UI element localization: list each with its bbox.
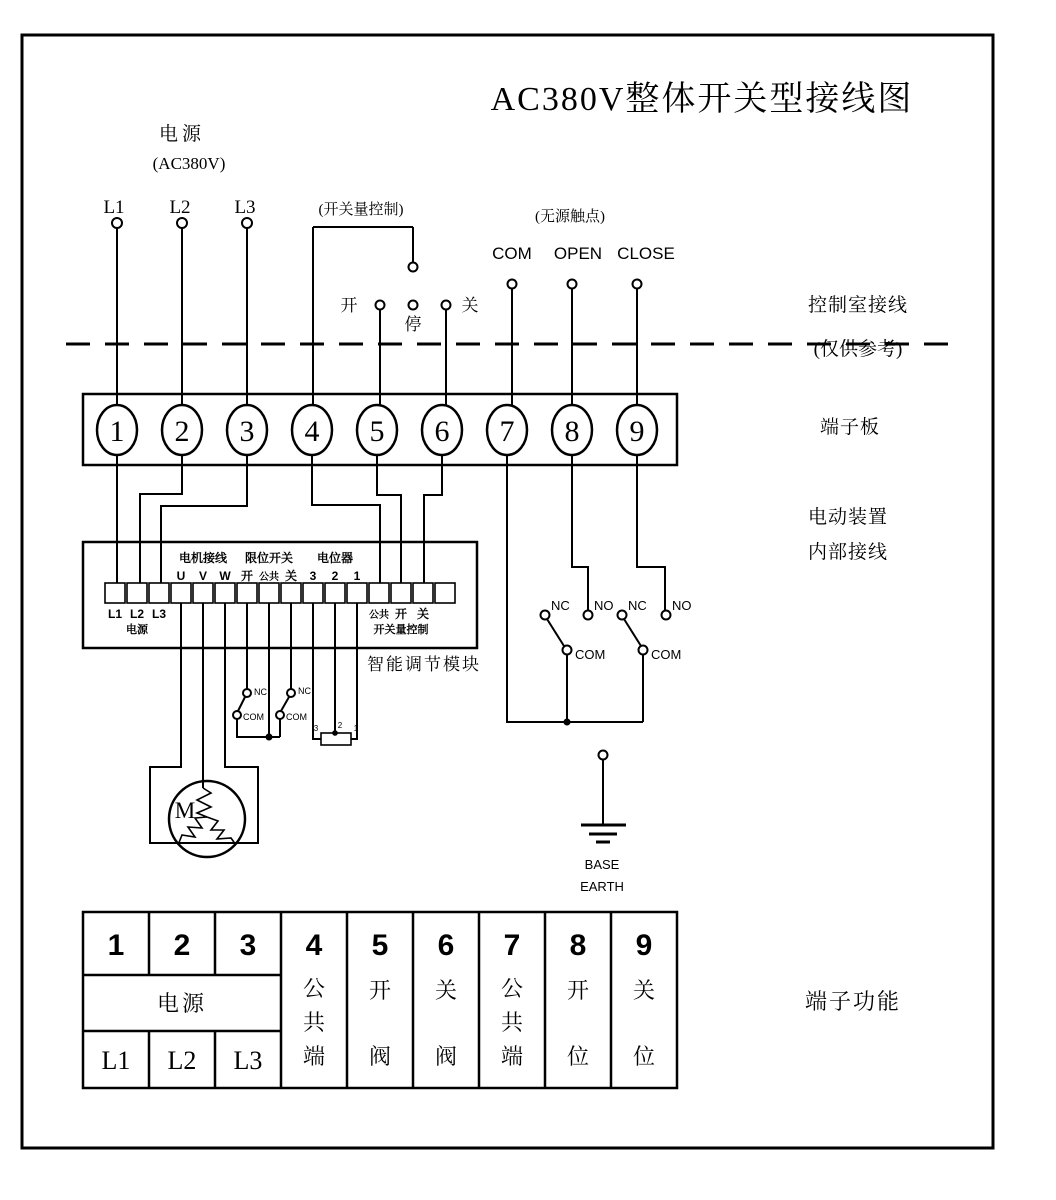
- phase-l2-label: L2: [169, 197, 191, 218]
- table-power-cell: 电源: [156, 991, 208, 1016]
- limit-switch-nc-dot: [287, 689, 295, 697]
- table-number: 8: [569, 929, 587, 962]
- module-terminal: [369, 583, 389, 603]
- table-vertical-char: 位: [632, 1044, 656, 1069]
- com-terminal-dot: [508, 280, 517, 289]
- power-voltage-label: (AC380V): [152, 154, 226, 173]
- module-pin-2: 2: [331, 569, 339, 583]
- terminal-number: 7: [499, 415, 515, 448]
- pot-pin-2: 2: [337, 721, 343, 730]
- contact-com-dot: [563, 646, 572, 655]
- power-label: 电源: [158, 124, 206, 145]
- open-terminal-label: OPEN: [553, 244, 603, 263]
- module-terminal: [281, 583, 301, 603]
- table-number: 3: [239, 929, 257, 962]
- module-terminal: [435, 583, 455, 603]
- table-vertical-char: 开: [368, 978, 392, 1003]
- contact-nc-dot: [541, 611, 550, 620]
- close-terminal-dot: [633, 280, 642, 289]
- table-vertical-char: 关: [632, 978, 656, 1003]
- contact-no-label: NO: [594, 598, 614, 613]
- open-terminal-dot: [568, 280, 577, 289]
- module-terminal: [127, 583, 147, 603]
- module-pin-open: 开: [240, 569, 254, 583]
- table-vertical-char: 关: [434, 978, 458, 1003]
- contact-com-label: COM: [575, 647, 606, 662]
- switch-blade: [547, 619, 564, 646]
- contact-nc-dot: [618, 611, 627, 620]
- module-terminal: [347, 583, 367, 603]
- switch-control-label: (开关量控制): [318, 202, 404, 218]
- pot-pin-3: 3: [313, 724, 319, 733]
- terminal-number: 5: [369, 415, 385, 448]
- table-vertical-char: 位: [566, 1044, 590, 1069]
- potentiometer: [313, 603, 359, 745]
- wire: [351, 603, 357, 739]
- table-col4-common: [303, 976, 325, 1069]
- table-vertical-char: 端: [302, 1044, 326, 1069]
- module-group-pot: 电位器: [316, 551, 354, 565]
- table-cell-l2: L2: [167, 1046, 197, 1075]
- terminal-number: 9: [629, 415, 645, 448]
- terminal-number: 3: [239, 415, 255, 448]
- table-col7-common: [501, 976, 523, 1069]
- switch-blade: [624, 619, 641, 646]
- module-terminal: [259, 583, 279, 603]
- limit-switches: [233, 603, 311, 741]
- switch-blade: [238, 697, 245, 711]
- close-label: 关: [461, 296, 479, 315]
- terminal-number: 8: [564, 415, 580, 448]
- module-terminal: [193, 583, 213, 603]
- module-terminal: [391, 583, 411, 603]
- terminal-function-note: 端子功能: [804, 989, 902, 1014]
- table-vertical-char: 共: [302, 1010, 326, 1035]
- contact-nc-label: NC: [628, 598, 647, 613]
- contact-no-dot: [662, 611, 671, 620]
- module-terminal: [149, 583, 169, 603]
- table-col5-open-valve: [369, 978, 391, 1069]
- motor-winding: [207, 817, 236, 845]
- junction-dot: [564, 719, 571, 726]
- module-group-motor: 电机接线: [178, 551, 228, 565]
- module-terminal: [237, 583, 257, 603]
- limit-nc-label: NC: [254, 687, 267, 697]
- module-group-limit: 限位开关: [244, 551, 294, 565]
- table-vertical-char: 公: [302, 976, 326, 1001]
- table-number: 9: [635, 929, 653, 962]
- module-pin-v: V: [198, 569, 208, 583]
- passive-contacts: [492, 207, 675, 405]
- module-pin-l3: L3: [151, 607, 167, 621]
- table-vertical-char: 公: [500, 976, 524, 1001]
- module-pin-l2: L2: [129, 607, 145, 621]
- terminal-dot-l1: [112, 218, 122, 228]
- table-number: 1: [107, 929, 125, 962]
- table-vertical-char: 阀: [434, 1044, 458, 1069]
- table-vertical-char: 开: [566, 978, 590, 1003]
- module-terminal: [325, 583, 345, 603]
- table-number: 6: [437, 929, 455, 962]
- table-col6-close-valve: [435, 978, 457, 1069]
- limit-com-label: COM: [286, 712, 307, 722]
- table-cell-l3: L3: [233, 1046, 263, 1075]
- junction-dot: [266, 734, 273, 741]
- contact-no-label: NO: [672, 598, 692, 613]
- switch-blade: [281, 697, 289, 711]
- module-pin-w: W: [219, 569, 231, 583]
- earth-label-base: BASE: [584, 857, 620, 872]
- terminal-dot-l3: [242, 218, 252, 228]
- wire: [507, 455, 643, 722]
- wire: [313, 603, 321, 739]
- contact-com-dot: [639, 646, 648, 655]
- terminal-function-table: [83, 912, 677, 1088]
- limit-switch-nc-dot: [243, 689, 251, 697]
- stop-contact-lower-dot: [409, 301, 418, 310]
- earth-terminal: [580, 751, 626, 895]
- module-pin-u: U: [176, 569, 186, 583]
- table-cell-l1: L1: [101, 1046, 131, 1075]
- module-terminal: [105, 583, 125, 603]
- smart-module: [83, 542, 477, 648]
- com-label: COM: [492, 244, 532, 263]
- limit-com-label: COM: [243, 712, 264, 722]
- module-pin-r-open: 开: [394, 607, 408, 621]
- table-vertical-char: 阀: [368, 1044, 392, 1069]
- passive-contacts-label: (无源触点): [535, 209, 605, 225]
- stop-label: 停: [404, 315, 422, 334]
- module-pin-r-common: 公共: [369, 610, 389, 621]
- terminal-board-terminals: [97, 405, 657, 455]
- terminal-number: 6: [434, 415, 450, 448]
- contact-com-label: COM: [651, 647, 682, 662]
- module-pin-l1: L1: [107, 607, 123, 621]
- module-terminal: [215, 583, 235, 603]
- wire: [424, 455, 442, 583]
- power-supply-labels: [103, 123, 255, 218]
- side-annotations: [805, 294, 908, 1014]
- module-pin-3: 3: [309, 569, 317, 583]
- limit-nc-label: NC: [298, 686, 311, 696]
- earth-label-earth: EARTH: [580, 879, 624, 894]
- table-number: 5: [371, 929, 389, 962]
- close-terminal-label: CLOSE: [617, 244, 675, 263]
- wire: [572, 455, 588, 611]
- stop-contact-upper-dot: [409, 263, 418, 272]
- device-note-2: 内部接线: [807, 542, 889, 563]
- open-label: 开: [340, 296, 358, 315]
- control-room-note-2: (仅供参考): [813, 339, 903, 360]
- table-number: 7: [503, 929, 521, 962]
- page-title: AC380V整体开关型接线图: [490, 81, 914, 118]
- terminal-number: 2: [174, 415, 190, 448]
- module-terminal-strip: [105, 583, 455, 603]
- module-pin-common: 公共: [259, 572, 279, 583]
- earth-dot: [599, 751, 608, 760]
- table-vertical-char: 共: [500, 1010, 524, 1035]
- module-terminal: [303, 583, 323, 603]
- table-col8-open-position: [567, 978, 589, 1069]
- motor-label: M: [174, 798, 196, 823]
- module-pin-close: 关: [284, 569, 298, 583]
- table-number: 4: [305, 929, 323, 962]
- table-vertical-char: 端: [500, 1044, 524, 1069]
- limit-switch-com-dot: [276, 711, 284, 719]
- module-power-label: 电源: [126, 624, 148, 636]
- module-pin-1: 1: [353, 569, 361, 583]
- module-caption: 智能调节模块: [367, 655, 481, 674]
- device-note-1: 电动装置: [807, 507, 889, 528]
- power-leads: [112, 218, 252, 405]
- pot-pin-1: 1: [353, 724, 359, 733]
- limit-switch-com-dot: [233, 711, 241, 719]
- module-terminal: [171, 583, 191, 603]
- terminal-number: 1: [109, 415, 125, 448]
- phase-l1-label: L1: [103, 197, 125, 218]
- switch-control-circuit: [313, 201, 479, 405]
- open-contact-dot: [376, 301, 385, 310]
- position-contacts: [541, 598, 692, 662]
- module-switch-ctrl-label: 开关量控制: [373, 624, 429, 636]
- table-col9-close-position: [633, 978, 655, 1069]
- control-room-note-1: 控制室接线: [807, 295, 909, 316]
- module-pin-r-close: 关: [416, 607, 430, 621]
- module-terminal: [413, 583, 433, 603]
- contact-nc-label: NC: [551, 598, 570, 613]
- terminal-board-note: 端子板: [819, 417, 881, 438]
- terminal-board: [83, 394, 677, 465]
- table-number: 2: [173, 929, 191, 962]
- motor-winding: [197, 788, 211, 817]
- close-contact-dot: [442, 301, 451, 310]
- terminal-number: 4: [304, 415, 320, 448]
- terminal-dot-l2: [177, 218, 187, 228]
- phase-l3-label: L3: [234, 197, 256, 218]
- wire: [637, 455, 665, 611]
- contact-no-dot: [584, 611, 593, 620]
- motor-circuit: [150, 603, 258, 857]
